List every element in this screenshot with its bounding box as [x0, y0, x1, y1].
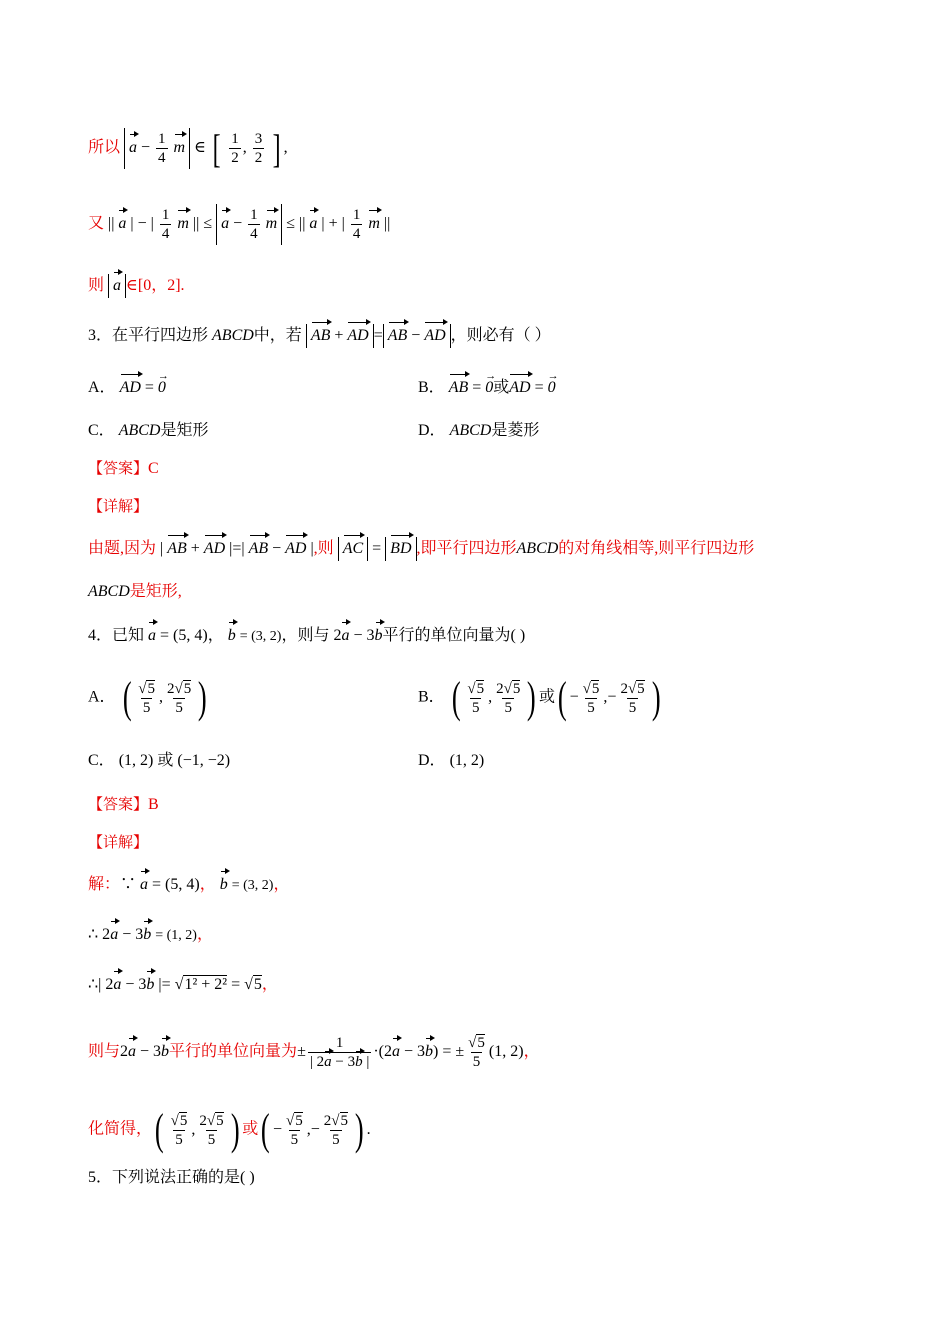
- fraction-3-2: $\frac{3}{2}$: [254, 131, 263, 166]
- question-3-answer: 【答案】C: [88, 459, 159, 477]
- vector-a: a: [129, 136, 137, 160]
- question-3-solution-1: 由题,因为 | AB + AD |=| AB − AD |,则 AC = BD ,即平行四边形ABCD的对角线相等,则平行四边形: [88, 537, 754, 561]
- question-4-detail-tag: 【详解】: [88, 833, 149, 851]
- question-3-detail-tag: 【详解】: [88, 497, 149, 515]
- question-4-solution-4: 则与2a − 3b平行的单位向量为± $\frac{1}{| 2a - 3b |}$ ·(2a − 3b) = ± $\frac{√5}{5}$ (1, 2)，: [88, 1035, 540, 1070]
- question-3-solution-2: ABCD是矩形,: [88, 583, 182, 600]
- question-4-solution-2: ∴ 2a − 3b = (1, 2)，: [88, 923, 213, 948]
- question-4-answer: 【答案】B: [88, 795, 159, 813]
- question-4-solution-5: 化简得，( $\frac{√5}{5}$ , $\frac{2√5}{5}$ ) 或( − $\frac{√5}{5}$ ,− $\frac{2√5}{5}$ ) .: [88, 1105, 371, 1154]
- question-3-stem: 3．在平行四边形 ABCD中，若 AB + AD = AB − AD ，则必有（ ）: [88, 324, 551, 348]
- fraction-1-4: $\frac{1}{4}$: [158, 131, 166, 166]
- solution-line-1: 所以 a − $\frac{1}{4}$ m ∈ [ $\frac{1}{2}$ , $\frac{3}{2}$ ] ,: [88, 125, 288, 171]
- solution-line-2: 又 || a | − | $\frac{1}{4}$ m || ≤ a − $\frac{1}{4}$ m ≤ || a | + | $\frac{1}{4}$ m ||: [88, 204, 390, 245]
- question-4-solution-1: 解：∵ a = (5, 4)， b = (3, 2)，: [88, 873, 289, 898]
- abs-expression: a − $\frac{1}{4}$ m: [124, 128, 190, 169]
- question-3-option-b[interactable]: B． AB = → 0或AD = → 0: [418, 376, 556, 400]
- fraction-1-2: $\frac{1}{2}$: [231, 131, 239, 166]
- question-4-solution-3: ∴| 2a − 3b |= √1² + 2² = √5，: [88, 973, 278, 997]
- question-5-stem: 5．下列说法正确的是( ): [88, 1169, 255, 1186]
- text-tail: ∈[0，2].: [126, 277, 185, 294]
- question-4-option-d[interactable]: D． (1, 2): [418, 752, 485, 769]
- text-prefix: 又: [88, 215, 105, 233]
- question-4-option-a[interactable]: A． ( $\frac{√5}{5}$ , $\frac{2√5}{5}$ ): [88, 673, 207, 722]
- question-3-option-a[interactable]: A． AD = → 0: [88, 376, 166, 400]
- question-3-option-d[interactable]: D． ABCD是菱形: [418, 422, 540, 439]
- text-prefix: 所以: [88, 139, 121, 157]
- vector-m: m: [174, 136, 186, 160]
- question-4-option-b[interactable]: B． ( $\frac{√5}{5}$ , $\frac{2√5}{5}$ ) 或( − $\frac{√5}{5}$ ,− $\frac{2√5}{5}$ ): [418, 673, 661, 722]
- text-prefix: 则: [88, 277, 105, 294]
- question-4-option-c[interactable]: C． (1, 2) 或 (−1, −2): [88, 752, 231, 769]
- solution-line-3: 则 a ∈[0，2].: [88, 274, 185, 298]
- question-4-stem: 4．已知 a = (5, 4)， b = (3, 2)，则与 2a − 3b平行的单位向量为( ): [88, 624, 525, 649]
- question-3-option-c[interactable]: C． ABCD是矩形: [88, 422, 209, 439]
